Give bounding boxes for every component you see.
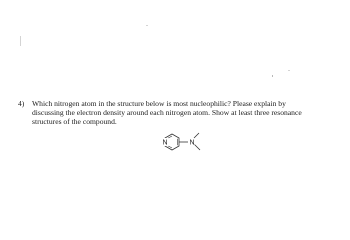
methyl-bond-upper xyxy=(194,133,199,138)
scan-artifact xyxy=(20,36,21,46)
scan-artifact xyxy=(272,75,273,77)
amine-nitrogen-label: N xyxy=(189,139,195,147)
methyl-bond-lower xyxy=(195,145,201,151)
dimethylaminopyridine-structure xyxy=(160,132,212,152)
question-text-line-2: discussing the electron density around each nitrogen atom. Show at least three resonance xyxy=(32,108,302,117)
scan-artifact xyxy=(146,25,148,26)
scan-artifact xyxy=(288,70,290,71)
pyridine-nitrogen-label: N xyxy=(162,139,168,147)
question-text-line-1: Which nitrogen atom in the structure below is most nucleophilic? Please explain by xyxy=(32,99,286,108)
question-text-line-3: structures of the compound. xyxy=(32,117,117,126)
question-number: 4) xyxy=(18,99,25,108)
